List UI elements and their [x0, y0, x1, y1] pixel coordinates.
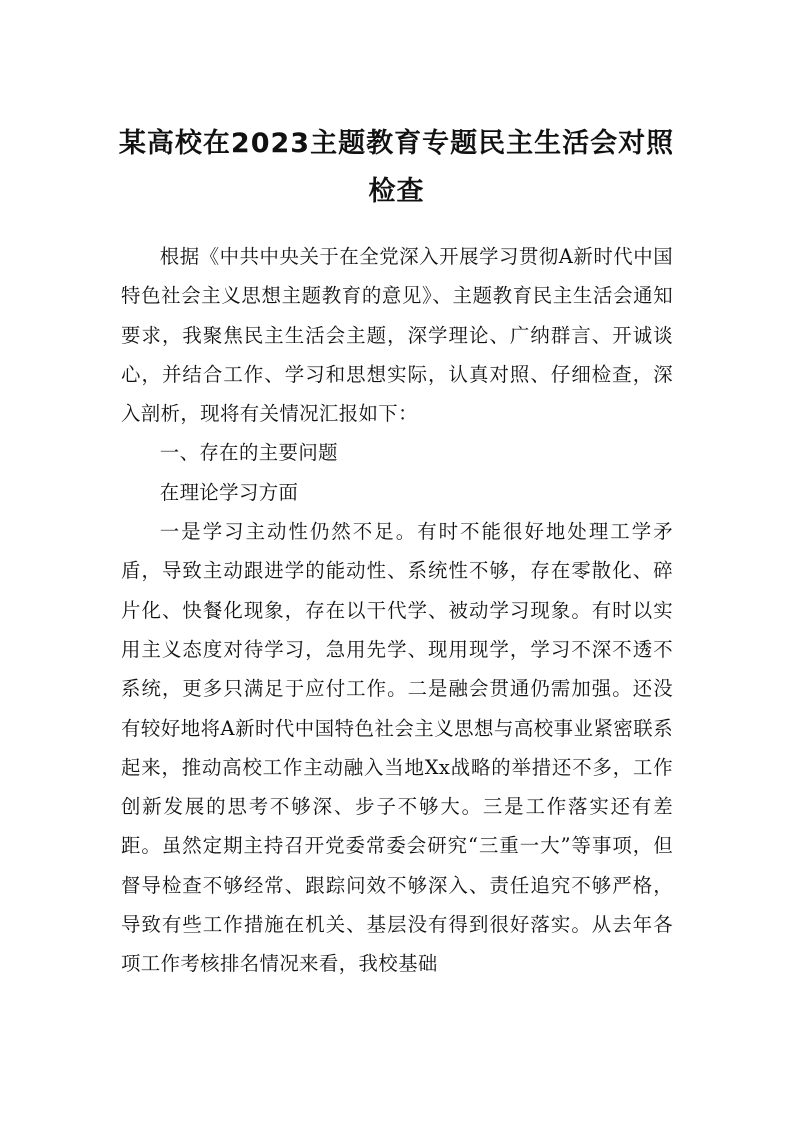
section-heading: 一、存在的主要问题 [159, 441, 338, 465]
subsection-heading: 在理论学习方面 [159, 480, 299, 504]
document-body [121, 237, 673, 984]
paragraph-intro: 根据《中共中央关于在全党深入开展学习贯彻A新时代中国特色社会主义思想主题教育的意见》、主题教育民主生活会通知要求，我聚焦民主生活会主题，深学理论、广纳群言、开诚谈心，并结合工作、学习和思想实际，认真对照、仔细检查，深入剖析，现将有关情况汇报如下： [121, 245, 673, 426]
document-title: 某高校在2023主题教育专题民主生活会对照检查 [118, 128, 675, 207]
paragraph-issues: 一是学习主动性仍然不足。有时不能很好地处理工学矛盾，导致主动跟进学的能动性、系统性不够，存在零散化、碎片化、快餐化现象，存在以干代学、被动学习现象。有时以实用主义态度对待学习，急用先学、现用现学，学习不深不透不系统，更多只满足于应付工作。二是融会贯通仍需加强。还没有较好地将A新时代中国特色社会主义思想与高校事业紧密联系起来，推动高校工作主动融入当地Xx战略的举措还不多，工作创新发展的思考不够深、步子不够大。三是工作落实还有差距。虽然定期主持召开党委常委会研究“三重一大”等事项，但督导检查不够经常、跟踪问效不够深入、责任追究不够严格，导致有些工作措施在机关、基层没有得到很好落实。从去年各项工作考核排名情况来看，我校基础 [121, 520, 673, 976]
